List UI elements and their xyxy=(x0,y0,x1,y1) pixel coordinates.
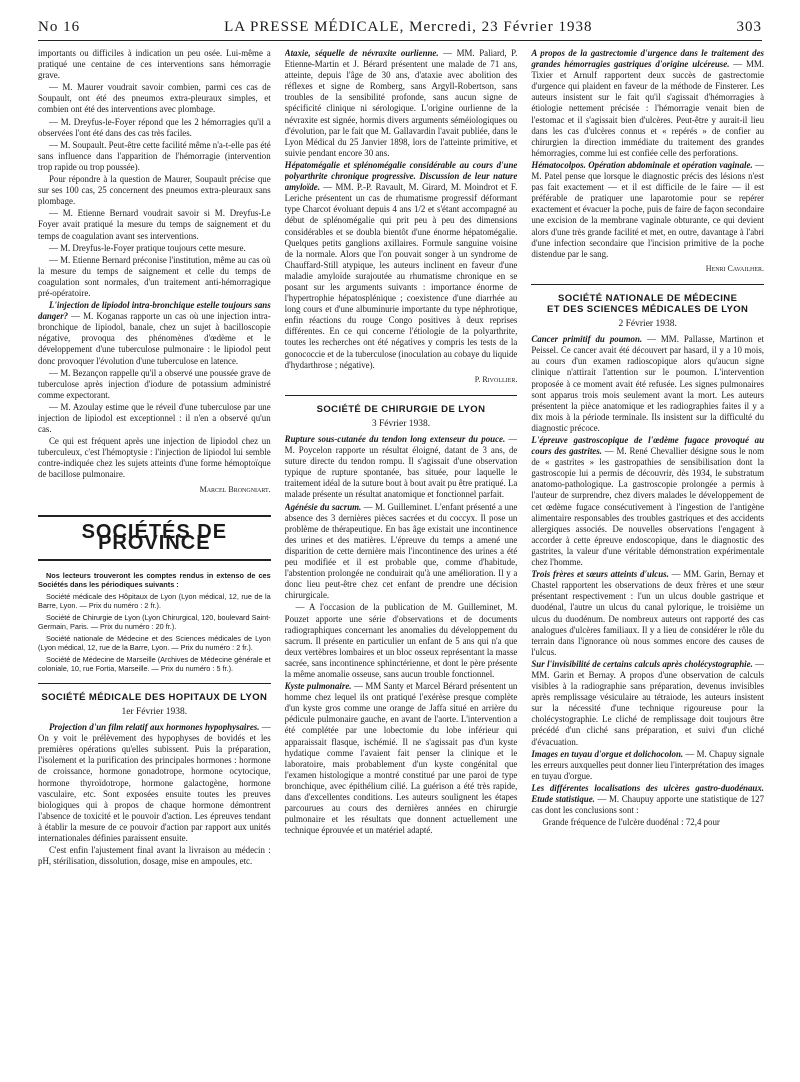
paragraph: — M. Soupault. Peut-être cette facilité même n'a-t-elle pas été sans influence dans l'apparition de l'hémorragie (intervention trop rapide ou trop poussée). xyxy=(38,139,271,172)
article-heading: Sur l'invisibilité de certains calculs après cholécystographie. xyxy=(531,658,753,669)
article-heading: Images en tuyau d'orgue et dolichocolon. xyxy=(531,748,684,759)
article-paragraph xyxy=(285,681,518,836)
article-paragraph xyxy=(285,434,518,501)
article-body: — M. Chaupuy apporte une statistique de 127 cas dont les conclusions sont : xyxy=(531,794,765,816)
session-date: 2 Février 1938. xyxy=(618,319,677,330)
article-heading: A propos de la gastrectomie d'urgence dans le traitement des grandes hémorragies gastriques d'origine ulcéreuse. xyxy=(531,48,765,70)
article-heading: Agénésie du sacrum. xyxy=(284,501,362,512)
masthead-title: LA PRESSE MÉDICALE, Mercredi, 23 Février 1938 xyxy=(224,18,593,35)
article-heading: L'épreuve gastroscopique de l'œdème fugace provoqué au cours des gastrites. xyxy=(531,435,765,457)
article-body: — MM. Garin, Bernay et Chastel rapportent les observations de deux frères et une sœur présentant respectivement : l'un un ulcus double gastrique et duodénal, l'autre un ulcus du canal pylorique, le troisième un ulcus du duodénum. De nombreux auteurs ont rapporté des cas analogues d'ulcères familiaux. Il y a lieu de considérer le rôle du terrain dans l'ignorance où nous sommes encore des causes de l'ulcus. xyxy=(531,569,765,657)
article-paragraph xyxy=(531,749,764,782)
paragraph: — M. Etienne Bernard voudrait savoir si M. Dreyfus-Le Foyer avait pratiqué la mesure du temps de saignement et du temps de coagulation avant ses interventions. xyxy=(38,208,271,241)
article-paragraph xyxy=(531,659,764,748)
source-entry: Société médicale des Hôpitaux de Lyon (Lyon médical, 12, rue de la Barre, Lyon. — Prix du numéro : 2 fr.). xyxy=(38,591,271,610)
source-entry: Société de Chirurgie de Lyon (Lyon Chirurgical, 120, boulevard Saint-Germain, Paris. — Prix du numéro : 20 fr.). xyxy=(38,612,271,631)
article-heading: L'injection de lipiodol intra-bronchique estelle toujours sans danger? xyxy=(38,300,271,322)
article-paragraph xyxy=(531,48,764,159)
article-heading: Projection d'un film relatif aux hormones hypophysaires. xyxy=(49,722,260,733)
author-signature: P. Rivollier. xyxy=(474,374,518,384)
divider xyxy=(285,395,518,396)
article-heading: Rupture sous-cutanée du tendon long extenseur du pouce. xyxy=(284,434,506,444)
paragraph: C'est enfin l'ajustement final avant la livraison au médecin : pH, stérilisation, dissolution, dosage, mise en ampoules, etc. xyxy=(38,845,271,867)
article-heading: Les différentes localisations des ulcères gastro-duodénaux. Etude statistique. xyxy=(531,782,765,804)
source-entry: Société nationale de Médecine et des Sciences médicales de Lyon (Lyon médical, 12, rue de la Barre, Lyon. — Prix du numéro : 2 fr.). xyxy=(38,633,271,652)
paragraph: — M. Maurer voudrait savoir combien, parmi ces cas de Soupault, ont été des pneumos extra-pleuraux simples, et combien ont été des interventions avec plombage. xyxy=(38,82,271,115)
author-signature: Marcel Brongniart. xyxy=(199,484,271,494)
article-body: — MM. Paliard, P. Etienne-Martin et J. Bérard présentent une malade de 71 ans, atteinte, depuis l'âge de 30 ans, d'ataxie avec abolition des réflexes et signe de Romberg, sans Argyll-Robertson, sans troubles de la sensibilité profonde, sans aucun signe de spécificité clinique ni sérologique. L'origine ourlienne de la névraxite est signée, hormis divers arguments séméiologiques ou d'évolution, par le fait que M. Gallavardin l'avait publiée, dans le Lyon Médical du 25 Janvier 1898, lors de l'atteinte primitive, et suivie pendant encore 30 ans. xyxy=(284,48,518,158)
society-heading: SOCIÉTÉ NATIONALE DE MÉDECINE xyxy=(558,292,738,304)
article-paragraph xyxy=(531,160,764,260)
article-paragraph xyxy=(531,783,764,816)
paragraph: — M. Etienne Bernard préconise l'institution, même au cas où la mesure du temps de saignement et celle du temps de coagulation sont normales, d'un traitement anti-hémorragique pré-opératoire. xyxy=(38,254,271,298)
paragraph: — M. Dreyfus-le-Foyer répond que les 2 hémorragies qu'il a observées l'ont été dans des cas très faciles. xyxy=(38,116,271,138)
society-heading: SOCIÉTÉ DE CHIRURGIE DE LYON xyxy=(316,403,486,415)
paragraph: — M. Azoulay estime que le réveil d'une tuberculose par une injection de lipiodol est exceptionnel : il n'en a observé qu'un cas. xyxy=(38,401,271,435)
article-body: — MM. Pallasse, Martinon et Peissel. Ce cancer avait été découvert par hasard, il y a 10 mois, au cours d'un examen radioscopique alors qu'aucun signe clinique n'attirait l'attention sur le poumon. L'intervention proposée à ce moment avait été refusée. Les signes pulmonaires sont apparus trois mois seulement avant la mort. Les auteurs présentent la pièce anatomique et les radiographies faites il y a dix mois à la période terminale. Ils insistent sur la difficulté du diagnostic précoce. xyxy=(531,334,765,433)
intro-text: Nos lecteurs trouveront les comptes rendus in extenso de ces Sociétés dans les périodiques suivants : xyxy=(38,570,271,589)
column-left xyxy=(38,48,271,1078)
article-heading: Hématocolpos. Opération abdominale et opération vaginale. xyxy=(531,159,753,170)
article-body: — MM Santy et Marcel Bérard présentent un homme chez lequel ils ont pratiqué l'exérèse presque complète d'un kyste gros comme une orange de Jaffa situé en arrière du pédicule pulmonaire gauche, en avant de l'aorte. L'intervention a été complétée par une lobectomie du lobe inférieur qui apparaissait flasque, ischémié. Il ne s'agissait pas d'un kyste hydatique comme l'avaient fait penser la clinique et le laboratoire, mais probablement d'un kyste congénital que l'examen histologique a montré constitué par une paroi de type bronchique, avec épithélium cilié. La guérison a été très rapide, dans d'excellentes conditions. Les auteurs soulignent les étapes parcourues au cours des dernières années en chirurgie pulmonaire et les résultats que donnent actuellement une technique éprouvée et un matériel adapté. xyxy=(284,681,518,836)
article-paragraph xyxy=(38,300,271,367)
intro-block xyxy=(38,571,271,673)
society-heading: SOCIÉTÉ MÉDICALE DES HOPITAUX DE LYON xyxy=(41,691,268,703)
article-body: — M. Chapuy signale les erreurs auxquelles peut donner lieu l'interprétation des images en tuyau d'orgue. xyxy=(531,748,765,781)
article-body: — M. René Chevallier désigne sous le nom de « gastrites » les gastropathies de sensibilisation dont la gastroscopie lui a permis de découvrir, dès 1934, le substratum anatomo-pathologique. La gastroscopie prolongée a permis à l'auteur de surprendre, chez divers malades le développement de cet œdème fugace consécutivement à l'ingestion de l'antigène alimentaire responsables des troubles gastriques et des accidents allergiques associés. De nouvelles observations l'engagent à accorder à cette épreuve endoscopique, dans le diagnostic des gastrites, la valeur d'une véritable démonstration expérimentale chez l'homme. xyxy=(531,446,765,568)
section-title: SOCIÉTÉS DE PROVINCE xyxy=(38,515,271,561)
article-paragraph xyxy=(285,48,518,159)
article-paragraph xyxy=(531,334,764,434)
article-body: — MM. P.-P. Ravault, M. Girard, M. Moindrot et F. Leriche présentent un cas de rhumatisme progressif déformant type Charcot évoluant depuis 4 ans 1/2 et s'étant accompagné au début de splénomégalie qui prit peu à peu des dimensions considérables et se doubla bientôt d'une énorme hépatomégalie. Quelques petits ganglions axillaires. Formule sanguine voisine de la normale. Alors que l'on pouvait songer à un syndrome de Chauffard-Still atypique, les auteurs inclinent en faveur d'une maladie amyloïde surajoutée au rhumatisme chronique en se posant sur les arguments suivants : importance énorme de l'hypertrophie hépatosplénique ; coexistence d'une diarrhée au long cours et d'une albuminurie importante du type néphrotique, enfin réactions du rouge Congo positives à deux reprises différentes. En ce qui concerne l'étiologie de la polyarthrite, toutes les recherches ont été négatives y compris les tests de la gonococcie et de la tuberculose (inoculation au cobaye du liquide d'hydarthrose ; négative). xyxy=(284,182,518,370)
society-heading: ET DES SCIENCES MÉDICALES DE LYON xyxy=(547,303,749,315)
column-middle xyxy=(285,48,518,1078)
source-entry: Société de Médecine de Marseille (Archives de Médecine générale et coloniale, 10, rue Fortia, Marseille. — Prix du numéro : 5 fr.). xyxy=(38,654,271,673)
page-header xyxy=(38,14,762,41)
paragraph: Grande fréquence de l'ulcère duodénal : 72,4 pour xyxy=(542,817,720,828)
article-paragraph xyxy=(285,160,518,371)
article-body: — MM. Tixier et Arnulf rapportent deux succès de gastrectomie d'urgence qui plaident en faveur de la méthode de Finsterer. Les auteurs insistent sur le fait qu'il s'agissait d'hémorragies à étiologie nettement précisée : l'hémorragie venait bien de l'estomac et il s'agissait bien d'ulcères. Peut-être y aurait-il lieu dans les cas d'ulcères connus et « repérés » de confier au chirurgien la direction immédiate du traitement des grandes hémorragies, comme lui est confiée celle des perforations. xyxy=(531,59,765,158)
article-paragraph xyxy=(38,722,271,844)
article-heading: Kyste pulmonaire. xyxy=(284,681,352,692)
article-body: — M. Patel pense que lorsque le diagnostic précis des lésions n'est pas fait exactement — et il est difficile de le faire — il est préférable de pratiquer une laparotomie pour se repérer exactement et évacuer la poche, puis de faire de façon secondaire une excision de la membrane vaginale obturante, ce qui devient alors d'une très grande facilité et met, en outre, davantage à l'abri d'une infection secondaire que l'incision primitive de la poche distendue par le sang. xyxy=(531,159,765,259)
article-paragraph xyxy=(531,435,764,568)
paragraph: — A l'occasion de la publication de M. Guilleminet, M. Pouzet apporte une série d'observations et de documents radiographiques concernant les anomalies du développement du sacrum. Il présente en particulier un enfant de 5 ans qui n'a que deux vertèbres lombaires et un bloc osseux représentant la masse sacrée, sans incontinence sphinctérienne, et dont le père présente la même anomalie osseuse, sans aucun trouble fonctionnel. xyxy=(284,602,518,679)
paragraph: Pour répondre à la question de Maurer, Soupault précise que sur ses 100 cas, 25 concernent des pneumos extra-pleuraux sans plombage. xyxy=(38,174,271,207)
article-paragraph xyxy=(531,569,764,658)
page-label: No 16 xyxy=(38,18,81,35)
article-heading: Cancer primitif du poumon. xyxy=(531,334,643,345)
article-body: — M. Koganas rapporte un cas où une injection intra-bronchique de lipiodol, banale, chez un sujet à bacilloscopie négative, provoqua des phénomènes d'œdème et le développement d'une tuberculose pulmonaire : le lipiodol peut donc provoquer l'évolution d'une tuberculose en latence. xyxy=(38,311,271,366)
article-paragraph xyxy=(285,502,518,602)
article-body: — MM. Garin et Bernay. A propos d'une observation de calculs visibles à la radiographie sans préparation, devenus invisibles après remplissage vésiculaire au tétraiode, les auteurs insistent sur la nécessité d'une technique rigoureuse pour la cholécystographie. Le cliché de remplissage doit toujours être précédé d'un cliché sans préparation, et suivi d'un cliché d'évacuation. xyxy=(531,658,765,747)
author-signature: Henri Cavailher. xyxy=(705,263,765,273)
paragraph: importants ou difficiles à indication un peu osée. Lui-même a pratiqué une centaine de ces interventions sans hémorragie grave. xyxy=(38,48,271,81)
article-body: — M. Poycelon rapporte un résultat éloigné, datant de 3 ans, de suture directe du tendon rompu. Il s'agissait d'une observation typique de rupture spontanée, bas située, pour laquelle le traitement idéal de la suture bout à bout avait pu être pratiqué. La malade présente un résultat anatomique et fonctionnel parfait. xyxy=(284,434,518,500)
divider xyxy=(531,284,764,285)
session-date: 1er Février 1938. xyxy=(121,706,188,717)
page-number: 303 xyxy=(736,18,762,35)
paragraph: — M. Bezançon rappelle qu'il a observé une poussée grave de tuberculose après injection d'iodure de potassium administré comme expectorant. xyxy=(38,367,271,400)
paragraph: Ce qui est fréquent après une injection de lipiodol chez un tuberculeux, c'est l'hémoptysie : l'injection de lipiodol lui semble contre-indiquée chez les sujets atteints d'une forme hémoptoïque de bacillose pulmonaire. xyxy=(38,436,271,480)
paragraph: — M. Dreyfus-le-Foyer pratique toujours cette mesure. xyxy=(49,242,246,253)
article-heading: Hépatomégalie et splénomégalie considérable au cours d'une polyarthrite chronique progressive. Discussion de leur nature amyloïde. xyxy=(284,159,518,193)
article-heading: Ataxie, séquelle de névraxite ourlienne. xyxy=(284,48,439,58)
article-body: — M. Guilleminet. L'enfant présenté a une absence des 3 dernières pièces sacrées et du coccyx. Il pose un problème de thérapeutique. En bas âge existait une incontinence des urines et des matières. L'épreuve du temps a amené une disparition de cette dernière mais l'incontinence des urines a été peu modifiée et il est probable que, comme d'habitude, l'abstention prolongée ne conduirait qu'à une amélioration. Il y a donc lieu peut-être chez cet enfant de prendre une décision chirurgicale. xyxy=(284,501,518,601)
divider xyxy=(38,683,271,684)
column-right xyxy=(531,48,764,1078)
article-heading: Trois frères et sœurs atteints d'ulcus. xyxy=(531,569,669,580)
session-date: 3 Février 1938. xyxy=(371,418,431,429)
article-body: — On y voit le prélèvement des hypophyses de bovidés et les premières opérations qu'elles subissent. Puis la préparation, l'isolement et la purification des principales hormones : hormone de croissance, hormone gonadotrope, hormone ocytocique, hormone thyroïdotrope, hormone galactogène, hormone vasculaire, etc. Sont exposées ensuite toutes les preuves biologiques qui à propos de chaque hormone démontrent l'absence de toxicité et le pouvoir d'action. Les épreuves tendant à établir la mesure de ce pouvoir d'action par rapport aux unités internationales définies paraissent ensuite. xyxy=(38,722,271,843)
